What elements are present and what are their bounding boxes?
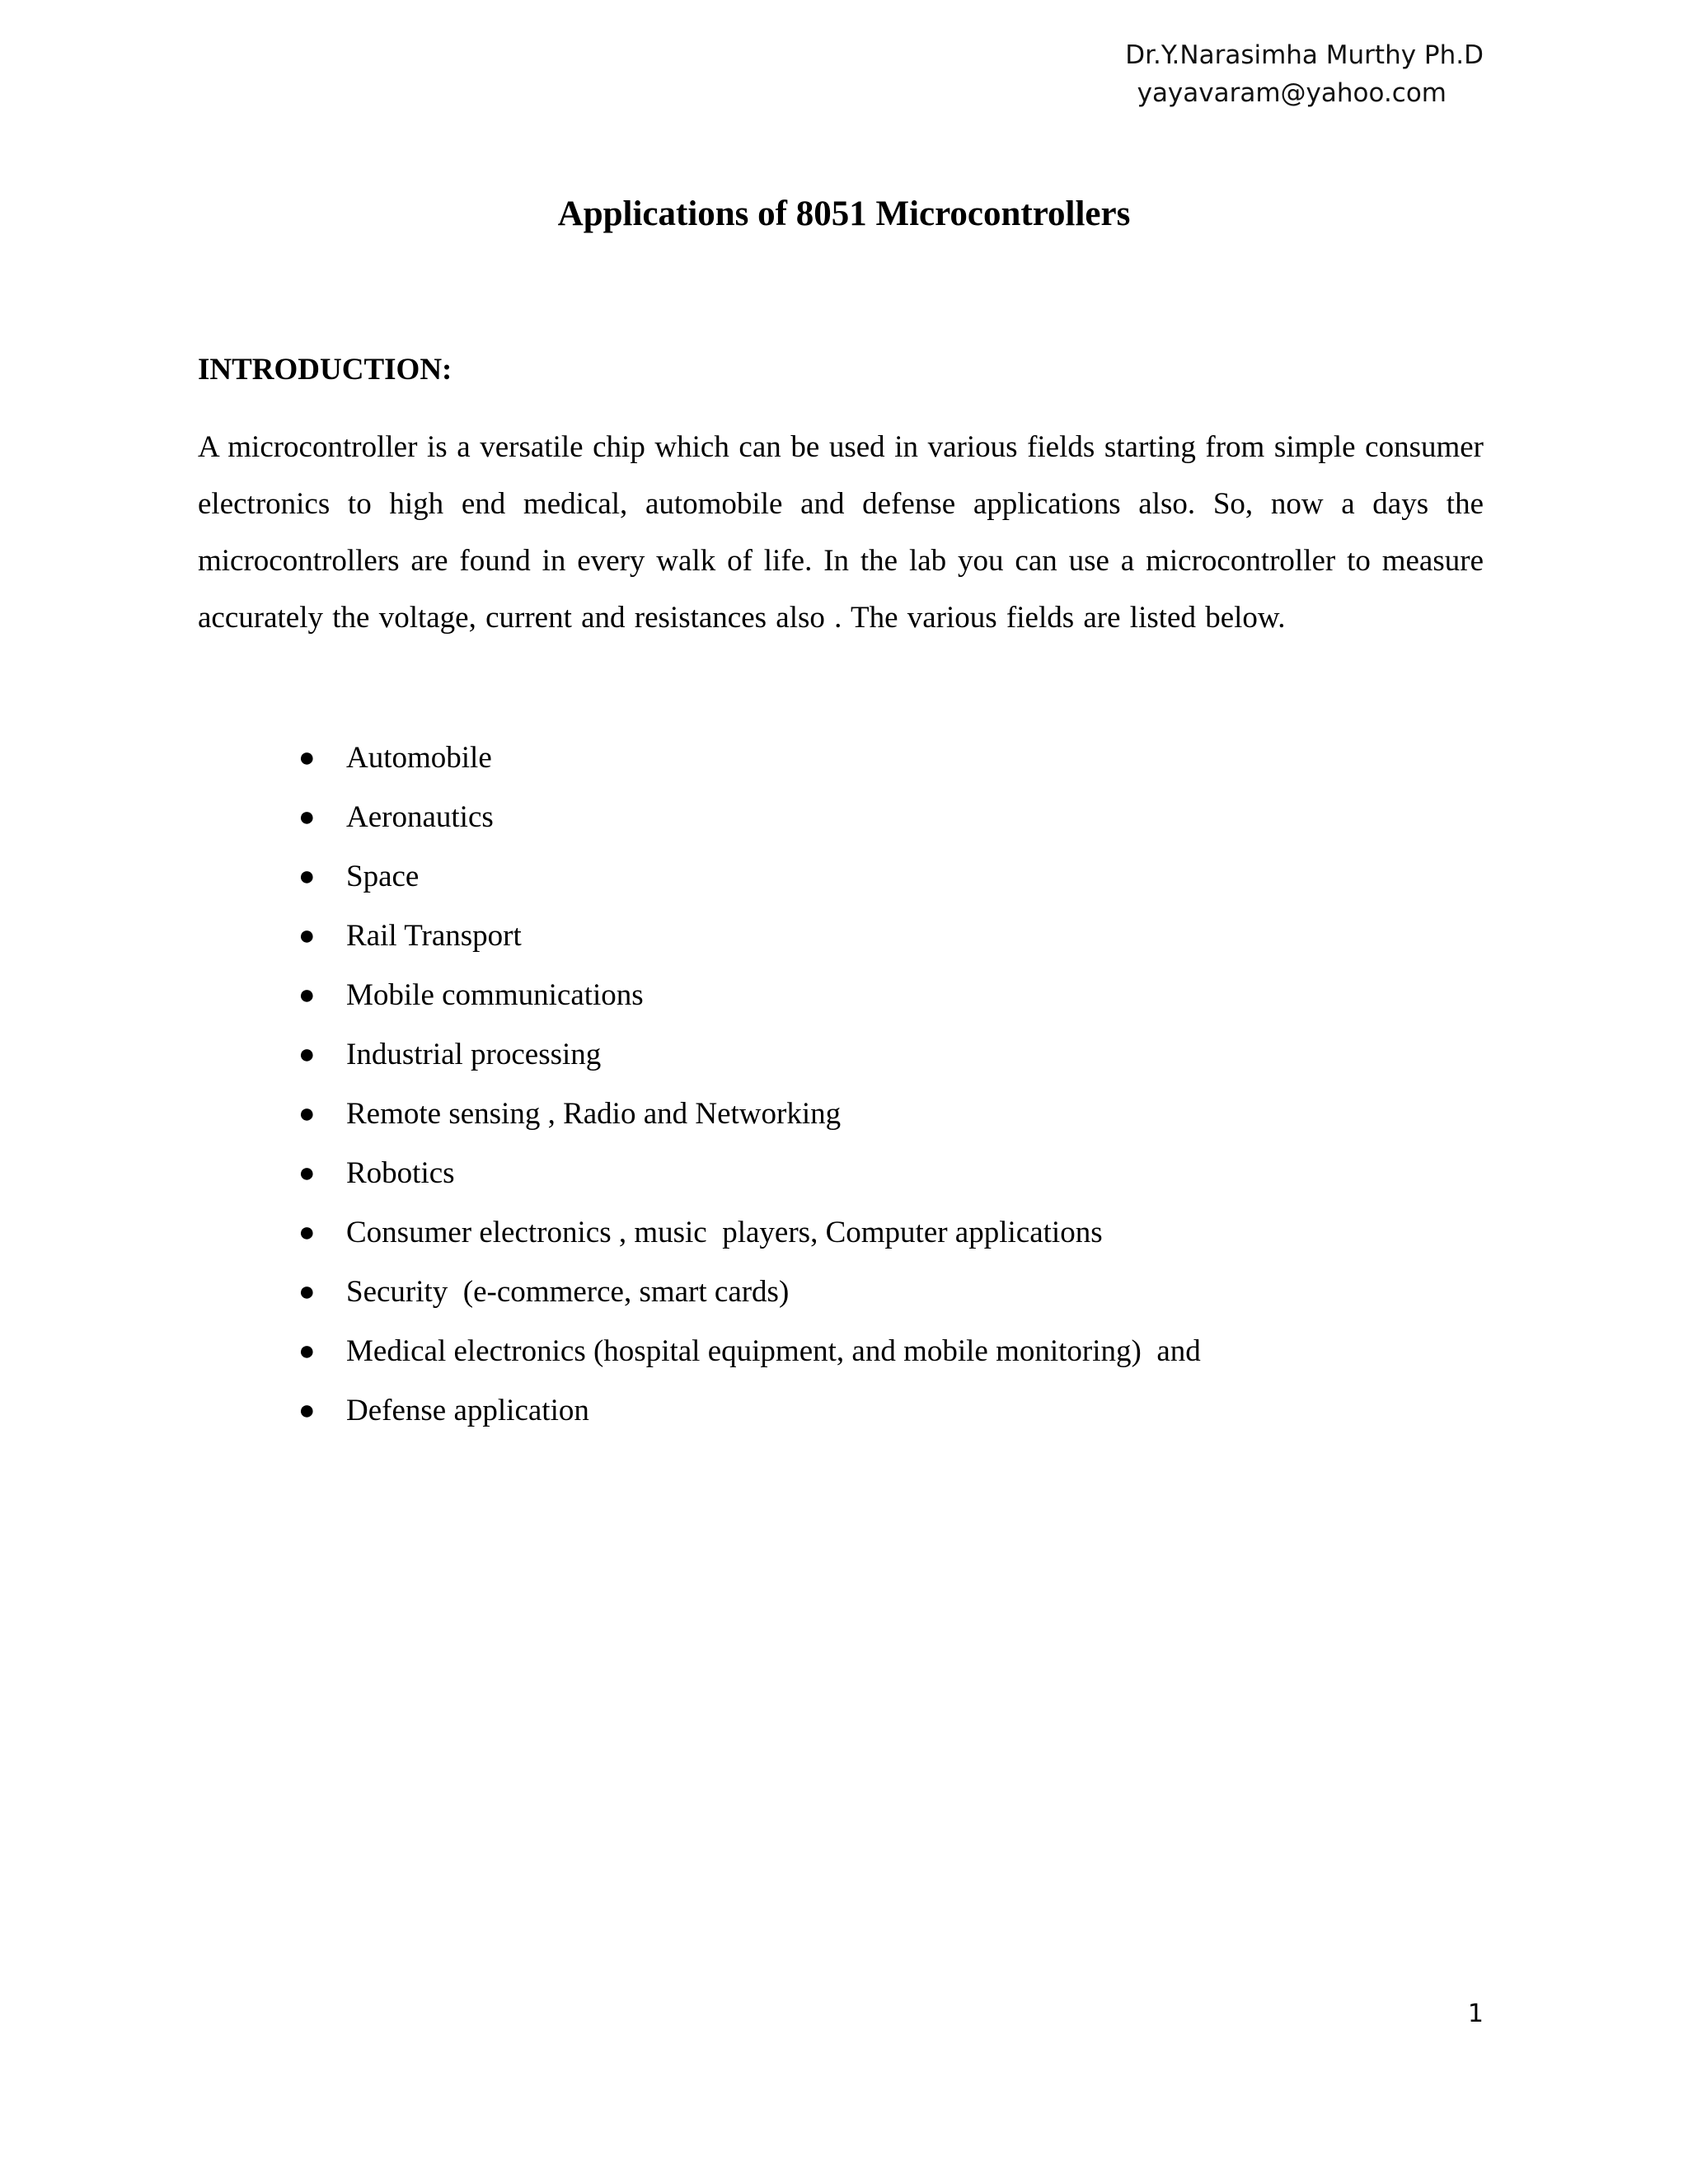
bullet-icon: ● — [298, 1039, 316, 1070]
bullet-icon: ● — [298, 1336, 316, 1366]
introduction-paragraph: A microcontroller is a versatile chip which can be used in various fields starting from simple consumer electronics to high end medical, automobile and defense applications also. So, now a days the microcontrollers are found in every walk of life. In the lab you can use a microcontroller to measure accurately the voltage, current and resistances also . The various fields are listed below. — [198, 430, 1484, 635]
list-item-text: Defense application — [346, 1394, 589, 1427]
application-field-list — [198, 729, 1201, 1441]
list-item-text: Automobile — [346, 741, 492, 775]
list-item-text: Robotics — [346, 1156, 455, 1190]
list-item-text: Industrial processing — [346, 1038, 602, 1071]
list-item-text: Security (e-commerce, smart cards) — [346, 1275, 790, 1309]
list-item — [198, 907, 1201, 966]
list-item-text: Consumer electronics , music players, Computer applications — [346, 1216, 1103, 1249]
bullet-icon: ● — [298, 1395, 316, 1426]
list-item — [198, 1203, 1201, 1263]
bullet-icon: ● — [298, 1217, 316, 1248]
author-name: Dr.Y.Narasimha Murthy Ph.D — [1125, 40, 1484, 70]
list-item — [198, 847, 1201, 907]
list-item — [198, 729, 1201, 788]
bullet-icon: ● — [298, 743, 316, 773]
list-item — [198, 1322, 1201, 1381]
list-item — [198, 1144, 1201, 1203]
list-item — [198, 966, 1201, 1025]
page-header — [1125, 36, 1484, 112]
list-item — [198, 788, 1201, 847]
bullet-icon: ● — [298, 1277, 316, 1307]
list-item-text: Remote sensing , Radio and Networking — [346, 1097, 842, 1131]
bullet-icon: ● — [298, 1099, 316, 1129]
page-number: 1 — [1467, 1999, 1484, 2028]
list-item-text: Mobile communications — [346, 978, 644, 1012]
list-item-text: Space — [346, 860, 420, 893]
list-item — [198, 1085, 1201, 1144]
bullet-icon: ● — [298, 802, 316, 832]
list-item — [198, 1263, 1201, 1322]
bullet-icon: ● — [298, 1158, 316, 1188]
bullet-icon: ● — [298, 980, 316, 1010]
list-item-text: Medical electronics (hospital equipment, and mobile monitoring) and — [346, 1334, 1201, 1368]
bullet-icon: ● — [298, 921, 316, 951]
page-title: Applications of 8051 Microcontrollers — [557, 194, 1131, 233]
list-item — [198, 1025, 1201, 1085]
author-email: yayavaram@yahoo.com — [1137, 78, 1447, 108]
bullet-icon: ● — [298, 861, 316, 892]
list-item-text: Rail Transport — [346, 919, 522, 953]
section-heading-introduction: INTRODUCTION: — [198, 353, 452, 387]
list-item-text: Aeronautics — [346, 800, 494, 834]
list-item — [198, 1381, 1201, 1441]
